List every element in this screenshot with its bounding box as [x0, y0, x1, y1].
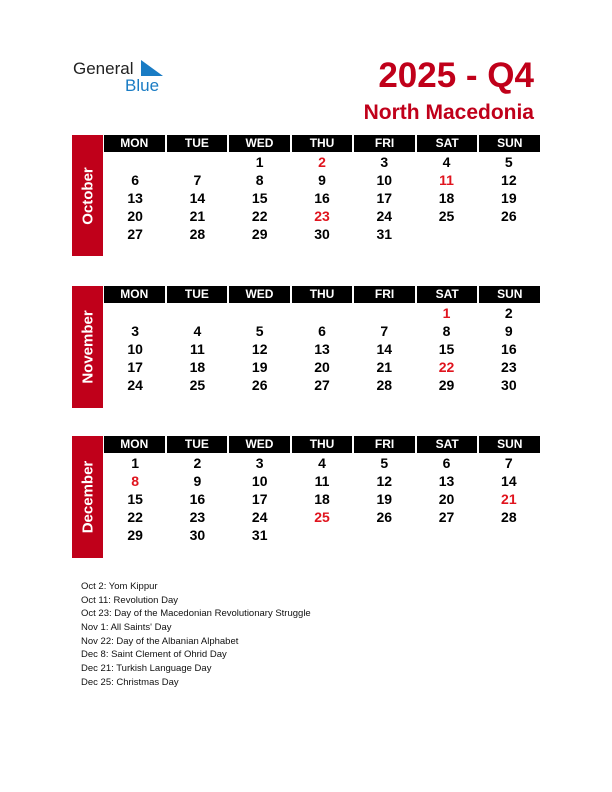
- day-cell: 29: [438, 377, 455, 393]
- day-cell: 30: [314, 226, 330, 242]
- weekday-sun: SUN: [479, 436, 540, 453]
- holiday-note: Nov 1: All Saints' Day: [81, 622, 172, 634]
- weekday-sun: SUN: [479, 135, 540, 152]
- day-cell: 11: [439, 172, 454, 188]
- day-cell: 28: [376, 377, 393, 393]
- day-cell: 18: [189, 359, 206, 375]
- page-title: 2025 - Q4: [378, 56, 534, 95]
- empty-day-cell: [478, 526, 540, 544]
- month-grid: [104, 436, 540, 544]
- day-cell: 12: [376, 473, 393, 489]
- holiday-note: Dec 25: Christmas Day: [81, 676, 179, 688]
- day-cell: 24: [376, 208, 393, 224]
- empty-day-cell: [291, 526, 353, 544]
- empty-day-cell: [291, 304, 353, 322]
- week-row: [104, 454, 540, 472]
- day-cell: 23: [501, 359, 517, 375]
- day-cell: 18: [314, 491, 330, 507]
- day-cell: 24: [127, 377, 143, 393]
- weekday-wed: WED: [229, 135, 290, 152]
- day-cell: 17: [127, 359, 143, 375]
- week-row: [104, 490, 540, 508]
- week-row: [104, 207, 540, 225]
- weekday-fri: FRI: [354, 436, 415, 453]
- empty-day-cell: [104, 304, 166, 322]
- weekday-thu: THU: [292, 436, 353, 453]
- month-label-bar: [72, 135, 103, 256]
- day-cell: 5: [380, 455, 389, 471]
- day-cell: 27: [127, 226, 143, 242]
- day-cell: 7: [380, 323, 389, 339]
- weekday-tue: TUE: [167, 286, 228, 303]
- empty-day-cell: [415, 225, 477, 243]
- month-name: November: [79, 310, 96, 384]
- day-cell: 3: [255, 455, 264, 471]
- weekday-sat: SAT: [417, 436, 478, 453]
- day-cell: 2: [193, 455, 202, 471]
- holiday-note: Oct 2: Yom Kippur: [81, 581, 158, 592]
- day-cell: 9: [318, 172, 326, 188]
- day-cell: 4: [193, 323, 202, 339]
- logo-triangle-icon: [141, 60, 163, 76]
- empty-day-cell: [104, 153, 166, 171]
- day-cell: 18: [438, 190, 455, 206]
- day-cell: 1: [255, 154, 264, 170]
- week-row: [104, 358, 540, 376]
- empty-day-cell: [353, 304, 415, 322]
- weekday-thu: THU: [292, 135, 353, 152]
- week-row: [104, 153, 540, 171]
- weekday-fri: FRI: [354, 135, 415, 152]
- weekday-fri: FRI: [354, 286, 415, 303]
- weekday-sat: SAT: [417, 135, 478, 152]
- week-row: [104, 304, 540, 322]
- holiday-note: Dec 21: Turkish Language Day: [81, 663, 212, 675]
- country-name: North Macedonia: [363, 101, 534, 124]
- day-cell: 11: [314, 473, 330, 489]
- weekday-header: [104, 286, 540, 303]
- day-cell: 13: [438, 473, 455, 489]
- day-cell: 15: [251, 190, 268, 206]
- week-row: [104, 225, 540, 243]
- day-cell: 19: [376, 491, 393, 507]
- day-cell: 23: [314, 208, 330, 224]
- holiday-note: Oct 11: Revolution Day: [81, 594, 178, 606]
- empty-day-cell: [166, 153, 228, 171]
- day-cell: 25: [438, 208, 455, 224]
- day-cell: 22: [251, 208, 268, 224]
- weekday-mon: MON: [104, 286, 165, 303]
- day-cell: 27: [438, 509, 455, 525]
- day-cell: 14: [376, 341, 393, 357]
- day-cell: 10: [251, 473, 268, 489]
- week-row: [104, 171, 540, 189]
- weekday-tue: TUE: [167, 135, 228, 152]
- day-cell: 23: [189, 509, 206, 525]
- day-cell: 1: [442, 305, 451, 321]
- day-cell: 21: [189, 208, 206, 224]
- weekday-wed: WED: [229, 286, 290, 303]
- weekday-thu: THU: [292, 286, 353, 303]
- day-cell: 8: [255, 172, 264, 188]
- day-cell: 3: [380, 154, 389, 170]
- holiday-note: Oct 23: Day of the Macedonian Revolutionary Struggle: [81, 608, 311, 620]
- day-cell: 20: [314, 359, 330, 375]
- day-cell: 14: [189, 190, 206, 206]
- day-cell: 28: [501, 509, 517, 525]
- month-label-bar: [72, 286, 103, 408]
- day-cell: 7: [193, 172, 202, 188]
- day-cell: 30: [501, 377, 517, 393]
- week-row: [104, 340, 540, 358]
- day-cell: 26: [376, 509, 393, 525]
- day-cell: 20: [438, 491, 455, 507]
- day-cell: 13: [127, 190, 143, 206]
- generalblue-logo: [73, 59, 173, 95]
- day-cell: 30: [189, 527, 206, 543]
- weekday-wed: WED: [229, 436, 290, 453]
- day-cell: 12: [501, 172, 517, 188]
- weekday-header: [104, 436, 540, 453]
- day-cell: 3: [131, 323, 140, 339]
- day-cell: 16: [314, 190, 330, 206]
- month-name: December: [79, 460, 96, 534]
- day-cell: 6: [318, 323, 326, 339]
- day-cell: 16: [501, 341, 517, 357]
- day-cell: 8: [442, 323, 451, 339]
- day-cell: 7: [504, 455, 513, 471]
- day-cell: 31: [251, 527, 268, 543]
- month-grid: [104, 286, 540, 394]
- day-cell: 17: [376, 190, 393, 206]
- month-grid: [104, 135, 540, 243]
- logo-text-general: General: [73, 59, 134, 78]
- day-cell: 5: [255, 323, 264, 339]
- day-cell: 20: [127, 208, 143, 224]
- day-cell: 10: [376, 172, 393, 188]
- day-cell: 28: [189, 226, 206, 242]
- empty-day-cell: [415, 526, 477, 544]
- day-cell: 15: [127, 491, 143, 507]
- weekday-header: [104, 135, 540, 152]
- day-cell: 26: [251, 377, 268, 393]
- week-row: [104, 189, 540, 207]
- day-cell: 6: [131, 172, 140, 188]
- day-cell: 22: [127, 509, 143, 525]
- day-cell: 24: [251, 509, 268, 525]
- day-cell: 9: [193, 473, 202, 489]
- week-row: [104, 472, 540, 490]
- empty-day-cell: [229, 304, 291, 322]
- weekday-mon: MON: [104, 135, 165, 152]
- day-cell: 1: [131, 455, 140, 471]
- day-cell: 2: [504, 305, 513, 321]
- day-cell: 10: [127, 341, 143, 357]
- day-cell: 27: [314, 377, 330, 393]
- week-row: [104, 322, 540, 340]
- holiday-note: Dec 8: Saint Clement of Ohrid Day: [81, 649, 227, 661]
- holiday-notes: [81, 580, 311, 690]
- weekday-sun: SUN: [479, 286, 540, 303]
- weekday-mon: MON: [104, 436, 165, 453]
- day-cell: 22: [438, 359, 455, 375]
- empty-day-cell: [478, 225, 540, 243]
- day-cell: 16: [189, 491, 206, 507]
- day-cell: 21: [501, 491, 517, 507]
- day-cell: 25: [314, 509, 330, 525]
- holiday-note: Nov 22: Day of the Albanian Alphabet: [81, 635, 239, 647]
- day-cell: 2: [318, 154, 326, 170]
- day-cell: 4: [442, 154, 451, 170]
- day-cell: 21: [376, 359, 393, 375]
- month-name: October: [79, 166, 96, 225]
- empty-day-cell: [166, 304, 228, 322]
- day-cell: 8: [131, 473, 140, 489]
- week-row: [104, 526, 540, 544]
- weekday-tue: TUE: [167, 436, 228, 453]
- day-cell: 17: [251, 491, 268, 507]
- day-cell: 11: [190, 341, 205, 357]
- logo-text-blue: Blue: [125, 76, 160, 95]
- day-cell: 19: [501, 190, 517, 206]
- week-row: [104, 376, 540, 394]
- day-cell: 14: [501, 473, 517, 489]
- day-cell: 6: [442, 455, 451, 471]
- month-label-bar: [72, 436, 103, 558]
- day-cell: 9: [504, 323, 513, 339]
- day-cell: 19: [251, 359, 268, 375]
- day-cell: 12: [251, 341, 268, 357]
- day-cell: 29: [127, 527, 143, 543]
- day-cell: 5: [504, 154, 513, 170]
- week-row: [104, 508, 540, 526]
- day-cell: 31: [376, 226, 393, 242]
- day-cell: 15: [438, 341, 455, 357]
- day-cell: 4: [318, 455, 326, 471]
- day-cell: 29: [251, 226, 268, 242]
- day-cell: 13: [314, 341, 330, 357]
- empty-day-cell: [353, 526, 415, 544]
- day-cell: 26: [501, 208, 517, 224]
- day-cell: 25: [189, 377, 206, 393]
- weekday-sat: SAT: [417, 286, 478, 303]
